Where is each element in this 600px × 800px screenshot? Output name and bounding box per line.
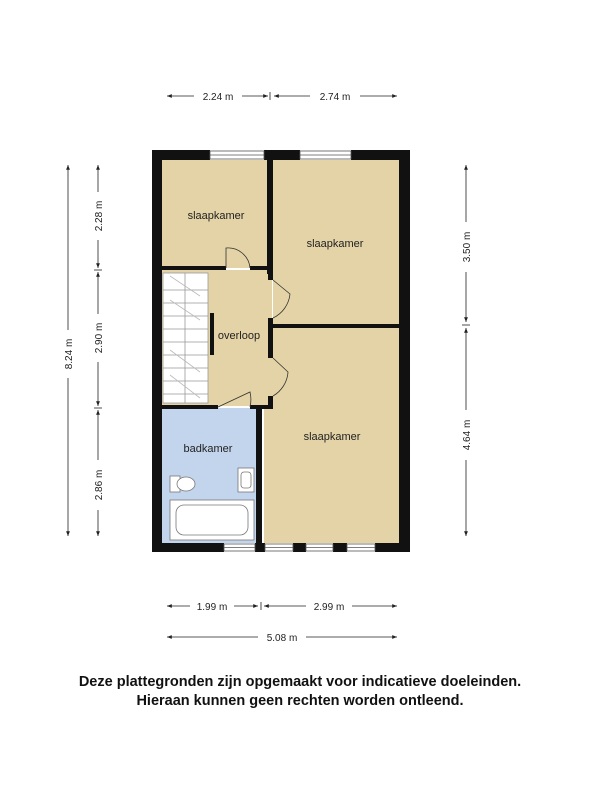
dim-left-total: 8.24 m xyxy=(64,338,75,370)
dim-left-bottom: 2.86 m xyxy=(94,469,105,501)
dim-top-left: 2.24 m xyxy=(202,92,234,103)
stair-railing xyxy=(210,313,214,355)
room-label-slaapkamer-top-right: slaapkamer xyxy=(306,238,364,250)
room-label-badkamer: badkamer xyxy=(183,443,233,455)
staircase xyxy=(163,273,208,403)
disclaimer-line-1: Deze plattegronden zijn opgemaakt voor indicatieve doeleinden. xyxy=(78,674,522,690)
disclaimer xyxy=(0,673,600,711)
room-label-slaapkamer-top-left: slaapkamer xyxy=(187,210,245,222)
dim-left-top: 2.28 m xyxy=(94,200,105,232)
dim-right-bottom: 4.64 m xyxy=(462,419,473,451)
disclaimer-line-2: Hieraan kunnen geen rechten worden ontleend. xyxy=(136,693,464,709)
dim-right-top: 3.50 m xyxy=(462,231,473,263)
room-label-overloop: overloop xyxy=(217,330,261,342)
dim-bottom-right: 2.99 m xyxy=(313,602,345,613)
dim-top-right: 2.74 m xyxy=(319,92,351,103)
dim-left-middle: 2.90 m xyxy=(94,322,105,354)
dim-bottom-total: 5.08 m xyxy=(266,633,298,644)
room-label-slaapkamer-bottom-right: slaapkamer xyxy=(303,431,361,443)
dim-bottom-left: 1.99 m xyxy=(196,602,228,613)
